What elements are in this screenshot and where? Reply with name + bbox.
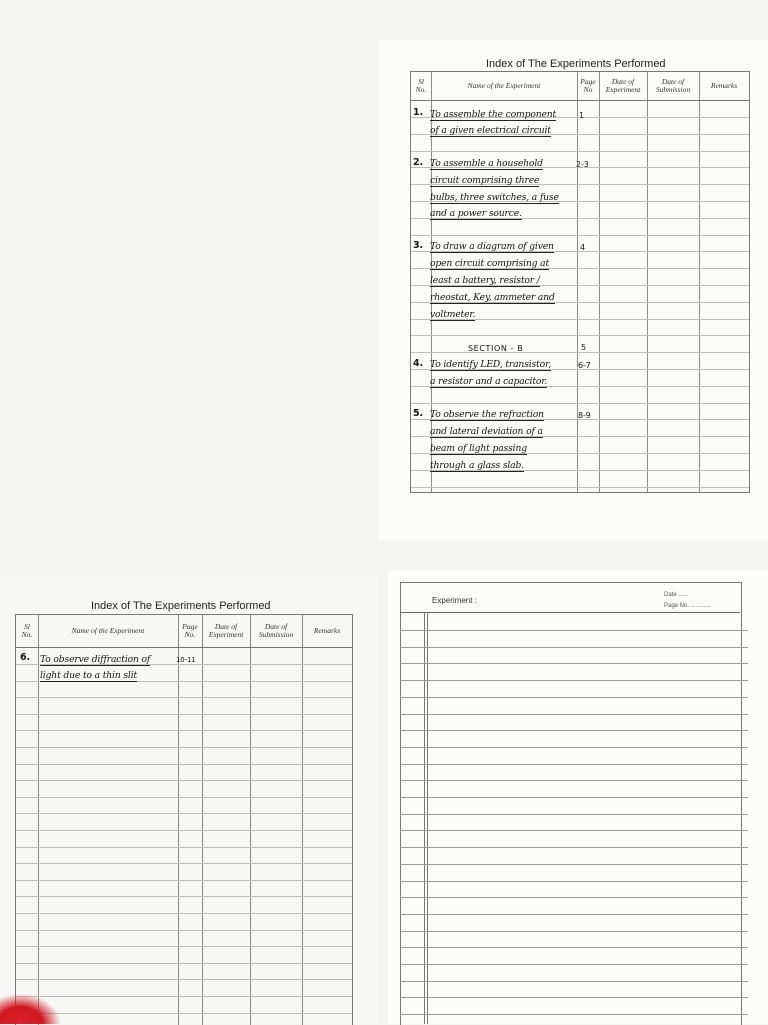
entry-3-line-4: rheostat, Key, ammeter and: [430, 292, 555, 303]
entry-3-line-2: open circuit comprising at: [430, 258, 550, 269]
entry-3-line-1: To draw a diagram of given: [430, 241, 554, 252]
ruled-line: [16, 797, 352, 798]
header-sl-no: Sl No.: [415, 77, 427, 94]
ruled-line: [16, 930, 352, 931]
header-remarks: Remarks: [710, 81, 738, 91]
ruled-line: [411, 335, 749, 336]
entry-4-page: 6-7: [578, 361, 591, 370]
ruled-line: [16, 946, 352, 947]
ruled-line: [16, 697, 352, 698]
entry-1-page: 1: [579, 111, 584, 120]
page-no-label: Page No. ............: [664, 603, 711, 609]
ruled-line: [400, 881, 748, 882]
index-title-1: Index of The Experiments Performed: [486, 58, 666, 70]
header-page-no: Page No.: [182, 622, 198, 639]
ruled-line: [400, 780, 748, 781]
ruled-line: [16, 913, 352, 914]
ruled-line: [400, 647, 748, 648]
entry-4-line-1: To identify LED, transistor,: [430, 359, 552, 370]
ruled-line: [16, 714, 352, 715]
header-remarks: Remarks: [313, 626, 341, 636]
ruled-line: [400, 747, 748, 748]
ruled-line: [400, 797, 748, 798]
header-date-of-submission: Date of Submission: [258, 622, 294, 639]
ruled-line: [411, 352, 749, 353]
entry-4-number: 4.: [413, 358, 423, 369]
ruled-line: [16, 847, 352, 848]
experiment-frame: [400, 582, 742, 1025]
ruled-line: [400, 630, 748, 631]
index-title-2: Index of The Experiments Performed: [91, 600, 271, 612]
ruled-line: [400, 814, 748, 815]
header-date-of-experiment: Date of Experiment: [605, 77, 641, 94]
ruled-line: [400, 730, 748, 731]
header-sl-no: Sl No.: [21, 622, 33, 639]
ruled-line: [16, 896, 352, 897]
ruled-line: [400, 680, 748, 681]
entry-2-line-1: To assemble a household: [430, 158, 543, 169]
ruled-line: [400, 714, 748, 715]
ruled-line: [16, 780, 352, 781]
header-experiment-name: Name of the Experiment: [71, 626, 145, 636]
ruled-line: [400, 914, 748, 915]
date-label: Date ......: [664, 592, 689, 598]
entry-5-line-4: through a glass slab.: [430, 460, 524, 471]
ruled-line: [411, 151, 749, 152]
entry-6-number: 6.: [20, 652, 30, 663]
ruled-line: [400, 1014, 748, 1015]
ruled-line: [411, 403, 749, 404]
section-b-page: 5: [581, 343, 586, 352]
ruled-line: [16, 813, 352, 814]
entry-3-line-3: least a battery, resistor /: [430, 275, 540, 286]
entry-2-page: 2-3: [576, 160, 589, 169]
entry-2-number: 2.: [413, 157, 423, 168]
ruled-line: [16, 996, 352, 997]
ruled-line: [400, 864, 748, 865]
ruled-line: [16, 963, 352, 964]
ruled-line: [400, 931, 748, 932]
ruled-line: [400, 997, 748, 998]
red-object-corner: [0, 994, 60, 1024]
header-date-of-submission: Date of Submission: [655, 77, 691, 94]
ruled-line: [400, 663, 748, 664]
ruled-line: [16, 830, 352, 831]
ruled-line: [400, 981, 748, 982]
entry-5-page: 8-9: [578, 411, 591, 420]
experiment-header-rule: [400, 612, 740, 613]
ruled-line: [400, 830, 748, 831]
entry-5-line-3: beam of light passing: [430, 443, 527, 454]
entry-1-number: 1.: [413, 107, 423, 118]
ruled-line: [16, 1013, 352, 1014]
entry-6-page: 10-11: [176, 656, 196, 664]
ruled-line: [411, 487, 749, 488]
entry-3-line-5: voltmeter.: [430, 309, 476, 320]
entry-1-line-2: of a given electrical circuit: [430, 125, 551, 136]
ruled-line: [400, 947, 748, 948]
entry-2-line-2: circuit comprising three: [430, 175, 540, 186]
entry-6-line-1: To observe diffraction of: [40, 654, 151, 665]
ruled-line: [400, 764, 748, 765]
ruled-line: [400, 897, 748, 898]
header-date-of-experiment: Date of Experiment: [208, 622, 244, 639]
header-experiment-name: Name of the Experiment: [467, 81, 541, 91]
ruled-line: [400, 964, 748, 965]
entry-4-line-2: a resistor and a capacitor.: [430, 376, 548, 387]
ruled-line: [16, 764, 352, 765]
section-b-heading: SECTION - B: [468, 344, 524, 353]
margin-line-inner: [427, 612, 428, 1024]
ruled-line: [16, 863, 352, 864]
ruled-line: [400, 697, 748, 698]
margin-line: [424, 612, 425, 1024]
ruled-line: [411, 235, 749, 236]
header-page-no: Page No: [580, 77, 596, 94]
entry-3-page: 4: [580, 243, 585, 252]
entry-2-line-4: and a power source.: [430, 208, 522, 219]
entry-5-line-1: To observe the refraction: [430, 409, 544, 420]
entry-3-number: 3.: [413, 240, 423, 251]
ruled-line: [16, 880, 352, 881]
experiment-label: Experiment :: [432, 596, 477, 605]
ruled-line: [400, 847, 748, 848]
entry-1-line-1: To assemble the component: [430, 109, 557, 120]
ruled-line: [16, 979, 352, 980]
entry-5-line-2: and lateral deviation of a: [430, 426, 543, 437]
entry-6-line-2: light due to a thin slit: [40, 670, 138, 681]
entry-5-number: 5.: [413, 408, 423, 419]
ruled-line: [16, 730, 352, 731]
entry-2-line-3: bulbs, three switches, a fuse: [430, 192, 559, 203]
ruled-line: [16, 747, 352, 748]
